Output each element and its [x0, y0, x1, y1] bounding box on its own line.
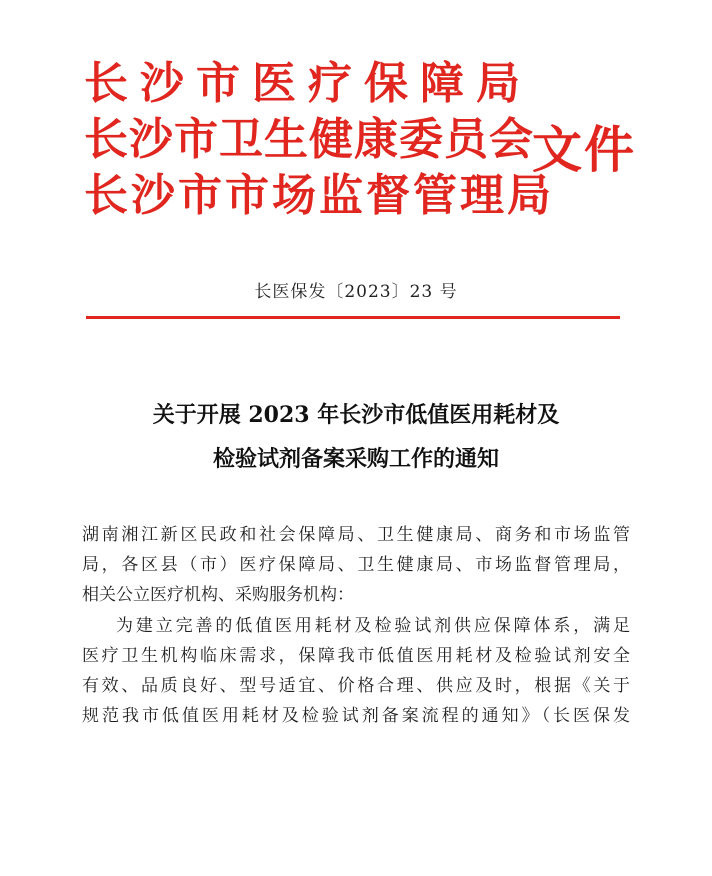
document-header — [84, 56, 644, 234]
issuer-market-supervision-bureau: 长沙市市场监督管理局 — [84, 170, 554, 221]
body-line-3: 相关公立医疗机构、采购服务机构： — [82, 585, 354, 606]
issuing-authorities — [84, 56, 554, 224]
body-line-1: 湖南湘江新区民政和社会保障局、卫生健康局、商务和市场监管 — [82, 525, 630, 545]
body-line-7: 规范我市低值医用耗材及检验试剂备案流程的通知》（长医保发 — [82, 706, 630, 727]
body-line-5: 医疗卫生机构临床需求，保障我市低值医用耗材及检验试剂安全 — [82, 645, 630, 666]
red-divider-line — [86, 316, 620, 319]
document-label: 文件 — [532, 121, 636, 179]
document-body — [82, 520, 630, 731]
document-title — [0, 393, 712, 481]
body-line-6: 有效、品质良好、型号适宜、价格合理、供应及时，根据《关于 — [82, 675, 630, 696]
document-number: 长医保发〔2023〕23 号 — [254, 282, 458, 302]
issuer-health-commission: 长沙市卫生健康委员会 — [84, 114, 534, 165]
title-line-1: 关于开展 2023 年长沙市低值医用耗材及 — [152, 402, 560, 428]
issuer-medical-security-bureau: 长沙市医疗保障局 — [84, 58, 532, 109]
title-line-2: 检验试剂备案采购工作的通知 — [212, 446, 499, 472]
body-line-2: 局，各区县（市）医疗保障局、卫生健康局、市场监督管理局， — [82, 555, 630, 576]
body-line-4: 为建立完善的低值医用耗材及检验试剂供应保障体系，满足 — [116, 615, 630, 636]
